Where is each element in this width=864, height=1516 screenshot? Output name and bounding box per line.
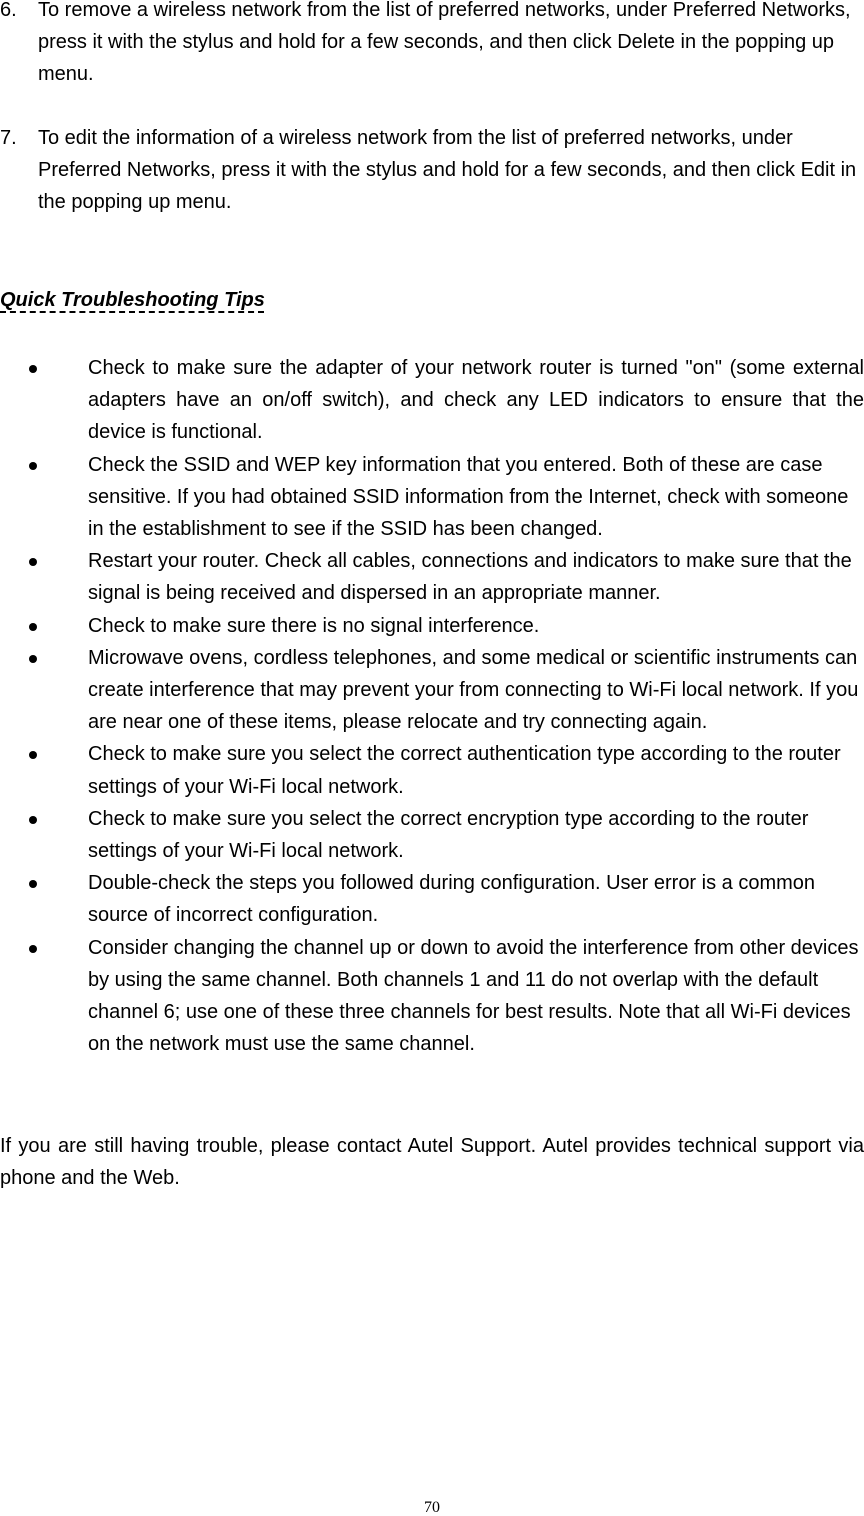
step-7 <box>0 122 864 218</box>
tip-text: Microwave ovens, cordless telephones, and some medical or scientific instruments can create interference that may prevent your from connecting to Wi-Fi local network. If you are near one of these items, please relocate and try connecting again. <box>88 646 859 734</box>
tip-text: Check to make sure there is no signal interference. <box>88 614 540 637</box>
tip-item <box>0 867 864 931</box>
bullet-icon <box>29 751 37 759</box>
step-text: To edit the information of a wireless network from the list of preferred networks, under Preferred Networks, press it with the stylus and hold for a few seconds, and then click Edit in the popping up menu. <box>38 127 857 213</box>
step-number: 7. <box>0 127 17 149</box>
bullet-icon <box>29 655 37 663</box>
step-6 <box>0 0 864 90</box>
tips-list <box>0 352 864 1060</box>
tip-item <box>0 352 864 449</box>
tip-item <box>0 932 864 1061</box>
closing-paragraph: If you are still having trouble, please contact Autel Support. Autel provides technical support via phone and the Web. <box>0 1135 864 1189</box>
step-text: To remove a wireless network from the list of preferred networks, under Preferred Networks, press it with the stylus and hold for a few seconds, and then click Delete in the popping up menu. <box>38 0 851 85</box>
tip-item <box>0 803 864 867</box>
tip-item <box>0 449 864 546</box>
tip-item <box>0 610 864 642</box>
step-number: 6. <box>0 0 17 21</box>
bullet-icon <box>29 880 37 888</box>
tip-text: Check to make sure you select the correct encryption type according to the router settings of your Wi-Fi local network. <box>88 807 809 863</box>
tip-text: Check to make sure you select the correct authentication type according to the router settings of your Wi-Fi local network. <box>88 743 841 798</box>
section-heading: Quick Troubleshooting Tips <box>0 289 265 311</box>
tip-text: Double-check the steps you followed during configuration. User error is a common source of incorrect configuration. <box>88 872 816 927</box>
bullet-icon <box>29 462 37 470</box>
tip-item <box>0 642 864 739</box>
bullet-icon <box>29 816 37 824</box>
tip-text: Restart your router. Check all cables, connections and indicators to make sure that the signal is being received and dispersed in an appropriate manner. <box>88 550 852 605</box>
page-number: 70 <box>424 1499 440 1516</box>
tip-text: Check to make sure the adapter of your network router is turned "on" (some external adapters have an on/off switch), and check any LED indicators to ensure that the device is functional. <box>88 357 864 444</box>
tip-text: Consider changing the channel up or down to avoid the interference from other devices by using the same channel. Both channels 1 and 11 do not overlap with the default channel 6; use one of these three channels for best results. Note that all Wi-Fi devices on the network must use the same channel. <box>88 936 859 1056</box>
tip-item <box>0 738 864 802</box>
bullet-icon <box>29 558 37 566</box>
bullet-icon <box>29 945 37 953</box>
tip-item <box>0 545 864 609</box>
tip-text: Check the SSID and WEP key information that you entered. Both of these are case sensitive. If you had obtained SSID information from the Internet, check with someone in the establishment to see if the SSID has been changed. <box>88 453 849 541</box>
bullet-icon <box>29 623 37 631</box>
bullet-icon <box>29 365 37 373</box>
